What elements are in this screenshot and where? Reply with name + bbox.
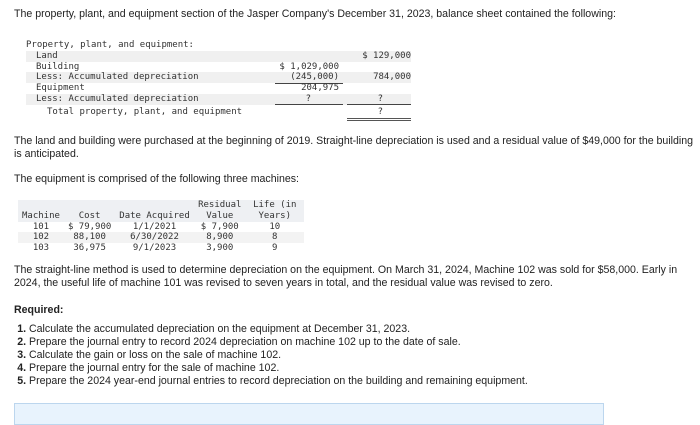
cell: $ 7,900 bbox=[200, 221, 239, 232]
col-header: Life (in Years) bbox=[253, 200, 297, 221]
bs-value: ? bbox=[377, 106, 383, 117]
bs-value: 784,000 bbox=[373, 72, 411, 83]
bs-label: Building bbox=[36, 61, 80, 72]
bs-label: Less: Accumulated depreciation bbox=[36, 93, 199, 104]
cell: 101 bbox=[32, 221, 50, 232]
cell: 103 bbox=[32, 243, 50, 254]
cell: 1/1/2021 bbox=[132, 221, 177, 232]
bs-value: (245,000) bbox=[290, 72, 339, 83]
cell: 36,975 bbox=[73, 243, 106, 254]
cell: 6/30/2022 bbox=[115, 232, 193, 243]
cell: 102 bbox=[18, 232, 64, 243]
cell: 9 bbox=[272, 243, 278, 254]
cell: 9/1/2023 bbox=[132, 243, 177, 254]
intro-text: The property, plant, and equipment section of the Jasper Company's December 31, 2023, balance sheet contained the following: bbox=[14, 8, 616, 20]
cell: 88,100 bbox=[64, 232, 115, 243]
table-row bbox=[18, 222, 304, 233]
paragraph-straight-line: The straight-line method is used to determine depreciation on the equipment. On March 31, 2024, Machine 102 was sold for $58,000. Early in 2024, the useful life of machine 101 was revised to seven years in total, and the residual value was revised to zero. bbox=[14, 264, 678, 289]
answer-panel[interactable] bbox=[14, 403, 604, 425]
bs-value: $ 1,029,000 bbox=[279, 61, 339, 72]
list-item: 2. Prepare the journal entry to record 2024 depreciation on machine 102 up to the date of sale. bbox=[29, 336, 528, 349]
col-header: Residual Value bbox=[198, 200, 242, 221]
list-item: 4. Prepare the journal entry for the sale of machine 102. bbox=[29, 362, 528, 375]
bs-label: Total property, plant, and equipment bbox=[47, 106, 243, 117]
bs-value: 204,975 bbox=[301, 83, 339, 94]
list-item: 1. Calculate the accumulated depreciation on the equipment at December 31, 2023. bbox=[29, 323, 528, 336]
list-item: 3. Calculate the gain or loss on the sale of machine 102. bbox=[29, 349, 528, 362]
bs-label: Less: Accumulated depreciation bbox=[36, 72, 199, 83]
requirements-list bbox=[14, 323, 528, 388]
col-header: Machine bbox=[22, 210, 60, 221]
cell: 10 bbox=[269, 221, 281, 232]
cell: 8 bbox=[246, 232, 304, 243]
list-item: 5. Prepare the 2024 year-end journal entries to record depreciation on the building and remaining equipment. bbox=[29, 375, 528, 388]
bs-value: ? bbox=[305, 93, 311, 104]
cell: 8,900 bbox=[194, 232, 246, 243]
machines-table bbox=[18, 200, 304, 254]
table-row bbox=[18, 232, 304, 243]
balance-sheet bbox=[26, 40, 411, 118]
paragraph-equipment: The equipment is comprised of the following three machines: bbox=[14, 173, 300, 185]
bs-heading: Property, plant, and equipment: bbox=[26, 40, 194, 50]
bs-label: Equipment bbox=[36, 83, 85, 94]
bs-label: Land bbox=[36, 50, 58, 61]
cell: 3,900 bbox=[206, 243, 234, 254]
col-header: Cost bbox=[78, 210, 101, 221]
bs-value: $ 129,000 bbox=[362, 50, 411, 61]
table-row bbox=[18, 243, 304, 254]
bs-value: ? bbox=[377, 93, 383, 104]
required-label: Required: bbox=[14, 304, 64, 316]
cell: $ 79,900 bbox=[67, 221, 112, 232]
paragraph-land-building: The land and building were purchased at the beginning of 2019. Straight-line depreciation is used and a residual value of $49,000 for the building is anticipated. bbox=[14, 135, 694, 160]
col-header: Date Acquired bbox=[119, 210, 190, 221]
